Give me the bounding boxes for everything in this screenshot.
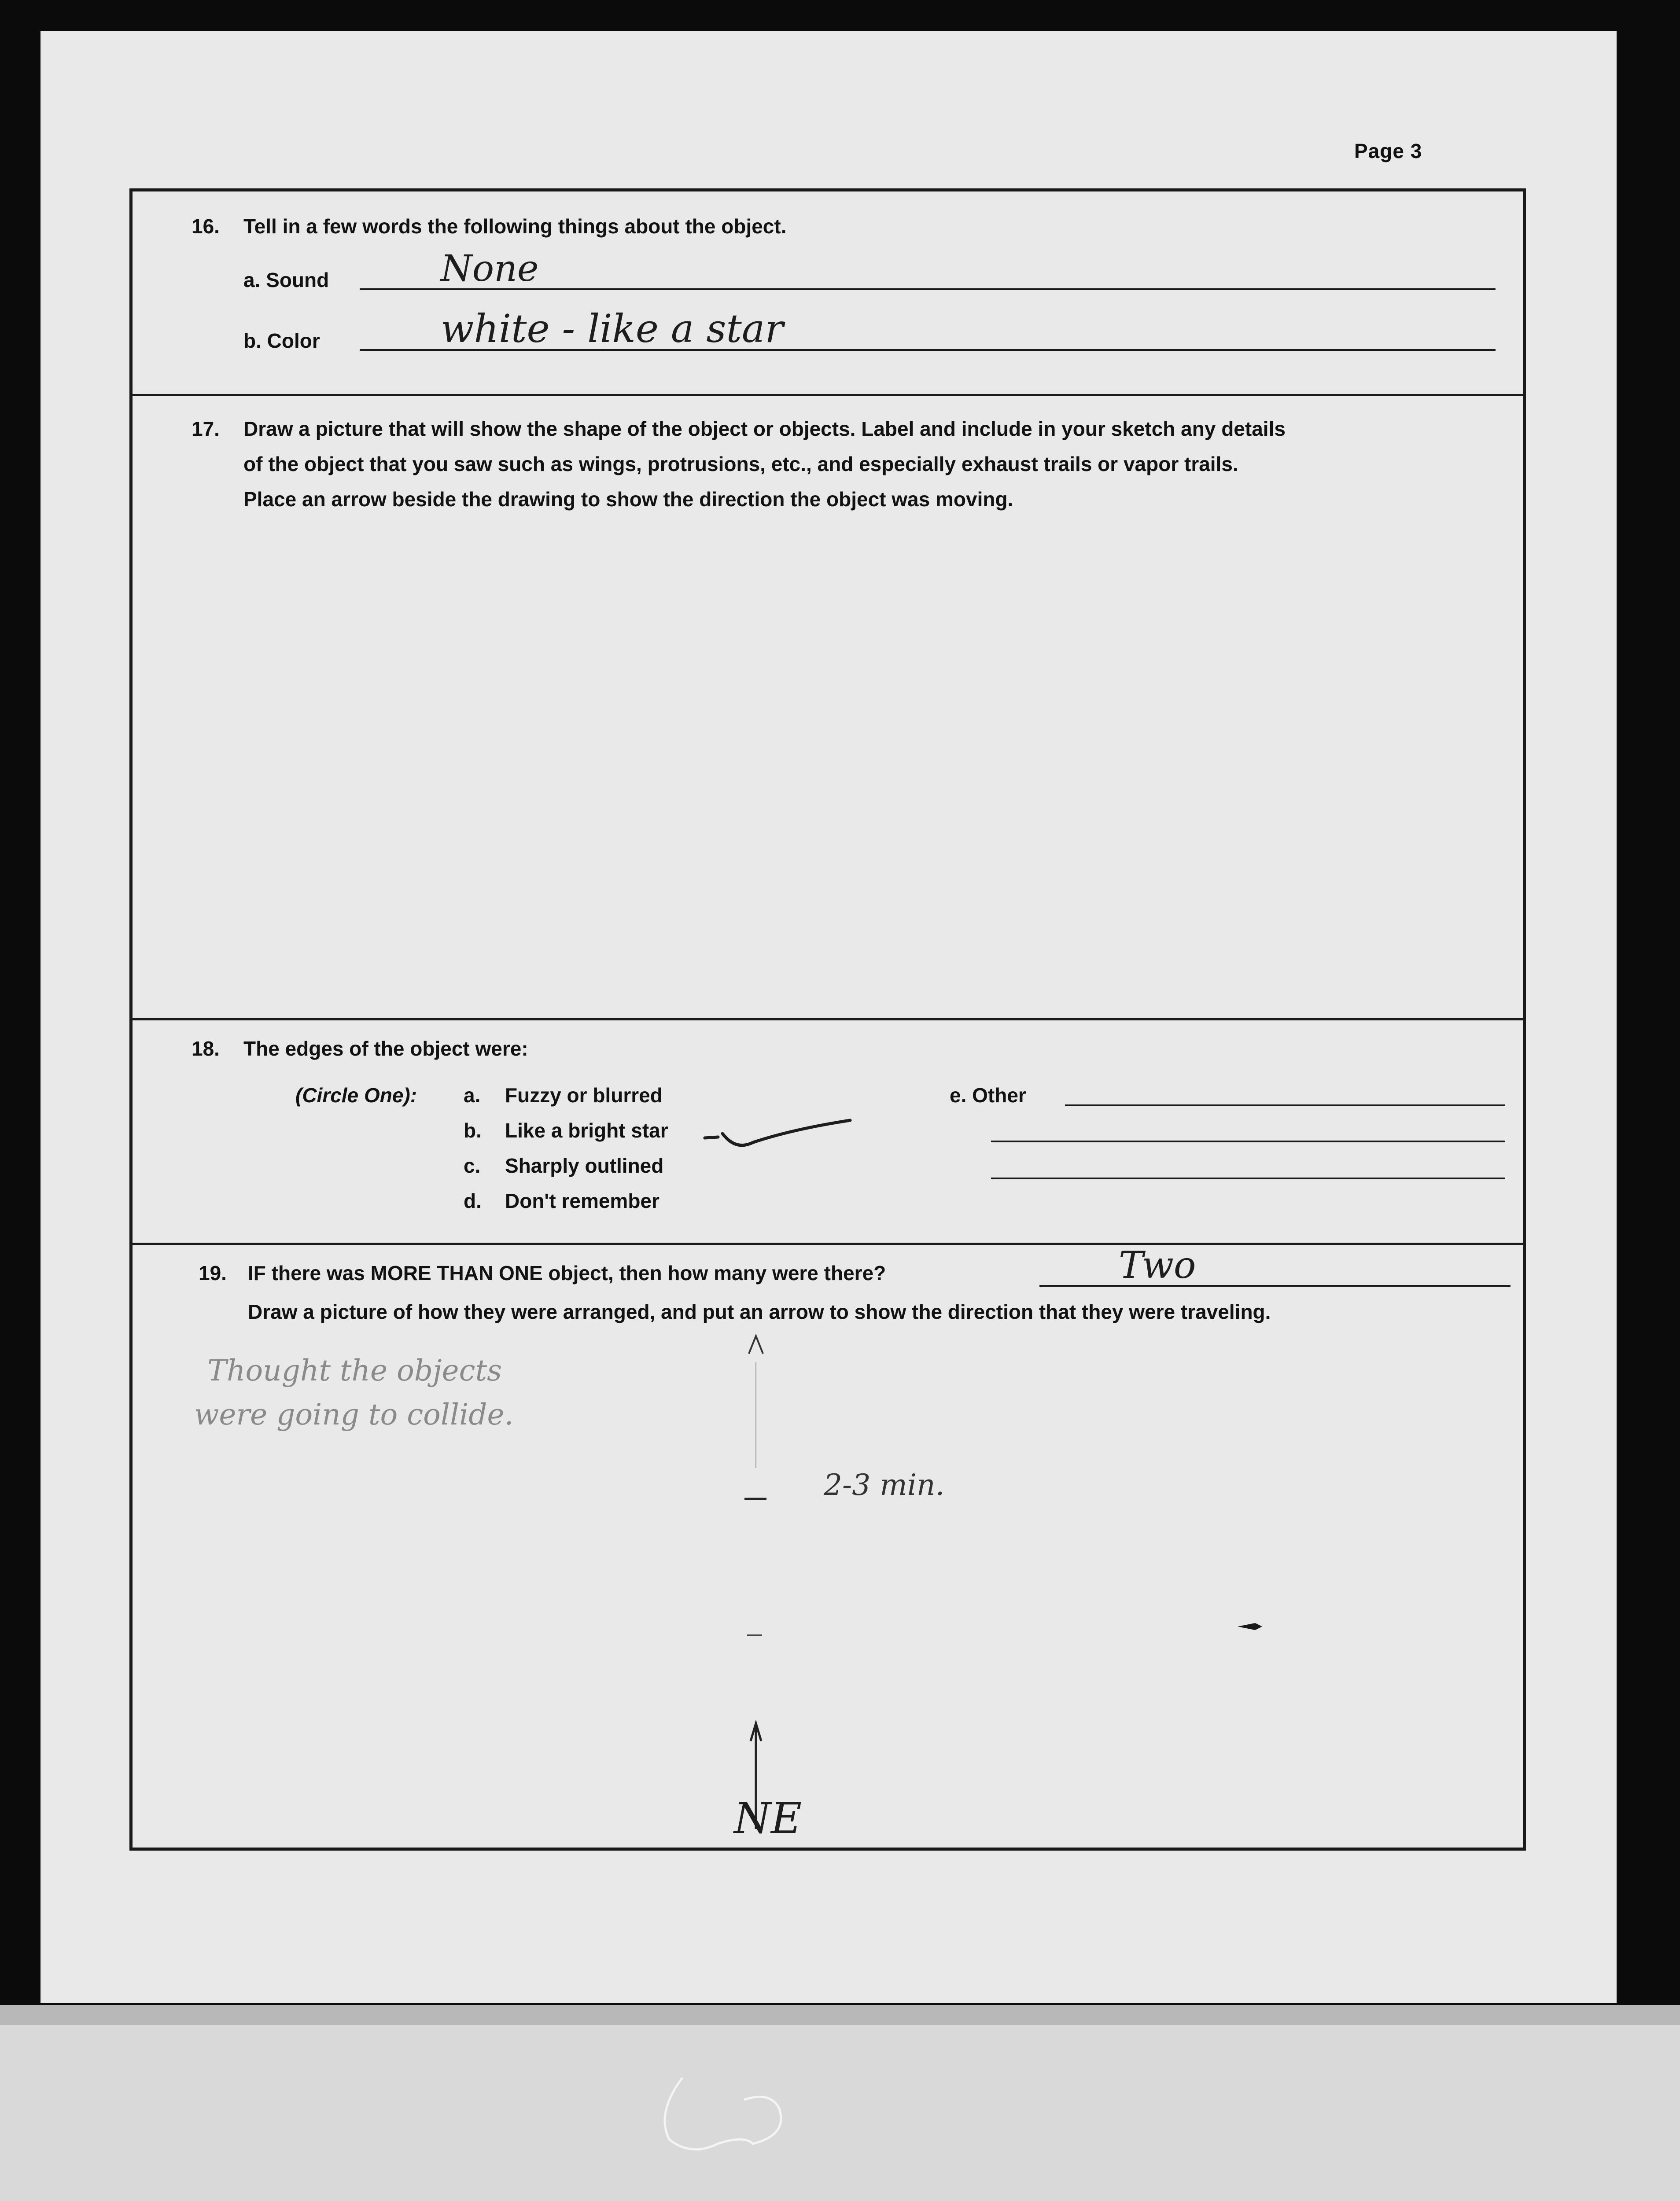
check-mark [705, 1112, 855, 1151]
option-b-letter: b. [464, 1119, 482, 1142]
option-c-letter: c. [464, 1154, 481, 1177]
object-mark [1238, 1618, 1264, 1635]
color-label: b. Color [243, 329, 320, 352]
q17-number: 17. [192, 417, 220, 440]
other-line-1 [1065, 1104, 1505, 1106]
page-number: Page 3 [1354, 140, 1422, 162]
option-a-letter: a. [464, 1084, 481, 1107]
scan-background [0, 2025, 1680, 2201]
q17-line3: Place an arrow beside the drawing to show the direction the object was moving. [243, 488, 1013, 511]
sound-answer: None [441, 248, 539, 290]
form-box [129, 188, 1526, 1851]
option-a-text: Fuzzy or blurred [505, 1084, 663, 1107]
divider-16-17 [133, 394, 1523, 396]
q16-number: 16. [192, 215, 220, 238]
option-c-text: Sharply outlined [505, 1154, 664, 1177]
q17-line2: of the object that you saw such as wings, protrusions, etc., and especially exhaust trails or vapor trails. [243, 453, 1238, 475]
q16-prompt: Tell in a few words the following things about the object. [243, 215, 787, 238]
count-answer: Two [1119, 1244, 1196, 1287]
other-line-2 [991, 1141, 1505, 1142]
sound-label: a. Sound [243, 269, 329, 291]
option-b-text: Like a bright star [505, 1119, 668, 1142]
q19-number: 19. [199, 1262, 227, 1285]
option-d-letter: d. [464, 1189, 482, 1212]
divider-17-18 [133, 1018, 1523, 1020]
note-line-1: Thought the objects [207, 1354, 502, 1388]
q17-line1: Draw a picture that will show the shape of the object or objects. Label and include in your sketch any details [243, 417, 1286, 440]
q18-number: 18. [192, 1037, 220, 1060]
duration-note: 2-3 min. [824, 1468, 945, 1502]
option-d-text: Don't remember [505, 1189, 659, 1212]
sketch-vertical-axis [731, 1327, 793, 1847]
q19-line2: Draw a picture of how they were arranged, and put an arrow to show the direction that they were traveling. [248, 1300, 1271, 1323]
color-answer: white - like a star [441, 306, 784, 351]
q18-prompt: The edges of the object were: [243, 1037, 528, 1060]
direction-label: NE [734, 1794, 802, 1843]
note-line-2: were going to collide. [194, 1398, 514, 1432]
count-line [1039, 1285, 1511, 1287]
other-line-3 [991, 1178, 1505, 1179]
other-label: e. Other [950, 1084, 1026, 1107]
circle-one-label: (Circle One): [295, 1084, 417, 1107]
margin-scribble [656, 2069, 797, 2175]
q19-line1: IF there was MORE THAN ONE object, then how many were there? [248, 1262, 886, 1285]
divider-18-19 [133, 1243, 1523, 1245]
